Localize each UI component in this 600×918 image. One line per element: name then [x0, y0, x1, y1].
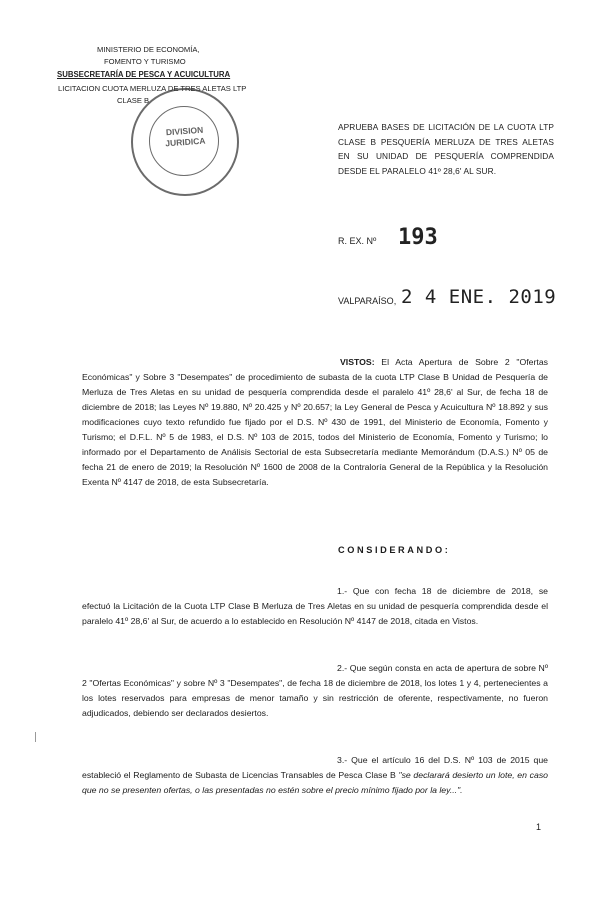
item-2-first: 2.- Que según consta en acta de apertura de [337, 663, 512, 673]
ministry-name: MINISTERIO DE ECONOMÍA, [97, 45, 200, 54]
item-3-first: 3.- Que el artículo 16 del D.S. Nº 103 de 2015 [337, 755, 530, 765]
item-1-first: 1.- Que con fecha 18 de diciembre de 2018, se [337, 586, 548, 596]
stamp-label [154, 124, 215, 150]
stamp-line-2: JURIDICA [164, 135, 206, 149]
item-3-quote: "se declarará desierto un lote, en caso que no se presenten ofertas, o las presentadas no estén sobre el precio mínimo fijado por la ley...". [82, 770, 548, 795]
official-stamp [131, 88, 239, 196]
considerando-item-2 [82, 661, 548, 721]
item-1-rest: efectuó la Licitación de la Cuota LTP Clase B Merluza de Tres Aletas en su unidad de pesquería comprendida desde el paralelo 41º 28,6' al Sur, de acuerdo a lo establecido en Resolución Nº 4147 de 2018, citada en Vistos. [82, 601, 548, 626]
vistos-paragraph [82, 355, 548, 490]
document-title: APRUEBA BASES DE LICITACIÓN DE LA CUOTA LTP CLASE B PESQUERÍA MERLUZA DE TRES ALETAS EN SU UNIDAD DE PESQUERÍA COMPRENDIDA DESDE EL PARALELO 41º 28,6' AL SUR. [338, 122, 554, 176]
ministry-subname: FOMENTO Y TURISMO [104, 57, 186, 66]
resolution-number: 193 [398, 225, 438, 250]
considerando-item-3 [82, 753, 548, 798]
considerando-item-1 [82, 584, 548, 629]
licitacion-ref: LICITACION CUOTA MERLUZA DE TRES ALETAS LTP [58, 84, 247, 93]
stamp-line-1: DIVISION [165, 124, 204, 138]
resolution-place: VALPARAÍSO, [338, 296, 397, 306]
page-number: 1 [536, 822, 542, 832]
item-3-rest: que estableció el Reglamento de Subasta de Licencias Transables de Pesca Clase B [82, 755, 548, 780]
resolution-date: 2 4 ENE. 2019 [401, 286, 557, 308]
vistos-text: El Acta Apertura de Sobre 2 "Ofertas Económicas" y Sobre 3 "Desempates" de procedimiento de subasta de la cuota LTP Clase B Unidad de Pesquería de Merluza de Tres Aletas en su unidad de pesquería comprendida desde el paralelo 41º 28,6' al Sur, de fecha 18 de diciembre de 2018; las Leyes Nº 19.880, Nº 20.425 y Nº 20.657; la Ley General de Pesca y Acuicultura Nº 18.892 y sus modificaciones cuyo texto refundido fue fijado por el D.S. Nº 430 de 1991, del Ministerio de Economía, Fomento y Turismo; el D.F.L. Nº 5 de 1983, el D.S. Nº 103 de 2015, todos del Ministerio de Economía, Fomento y Turismo; lo informado por el Departamento de Análisis Sectorial de esta Subsecretaría mediante Memorándum (D.A.S.) Nº 05 de fecha 21 de enero de 2019; la Resolución Nº 1600 de 2008 de la Contraloría General de la República y la Resolución Exenta Nº 4147 de 2018, de esta Subsecretaría. [82, 357, 548, 487]
vistos-lead: VISTOS: [340, 357, 375, 367]
considerando-heading: CONSIDERANDO: [338, 545, 451, 555]
item-2-rest: sobre Nº 2 "Ofertas Económicas" y sobre Nº 3 "Desempates", de fecha 18 de diciembre de 2018, los lotes 1 y 4, pertenecientes a los lotes reservados para empresas de menor tamaño y sin restricción de oferente, respectivamente, no fueron adjudicados, debiendo ser declarados desiertos. [82, 663, 549, 718]
licitacion-class: CLASE B [117, 96, 150, 105]
resolution-label: R. EX. Nº [338, 236, 377, 246]
margin-mark [35, 732, 36, 742]
subsecretaria-name: SUBSECRETARÍA DE PESCA Y ACUICULTURA [57, 70, 231, 79]
